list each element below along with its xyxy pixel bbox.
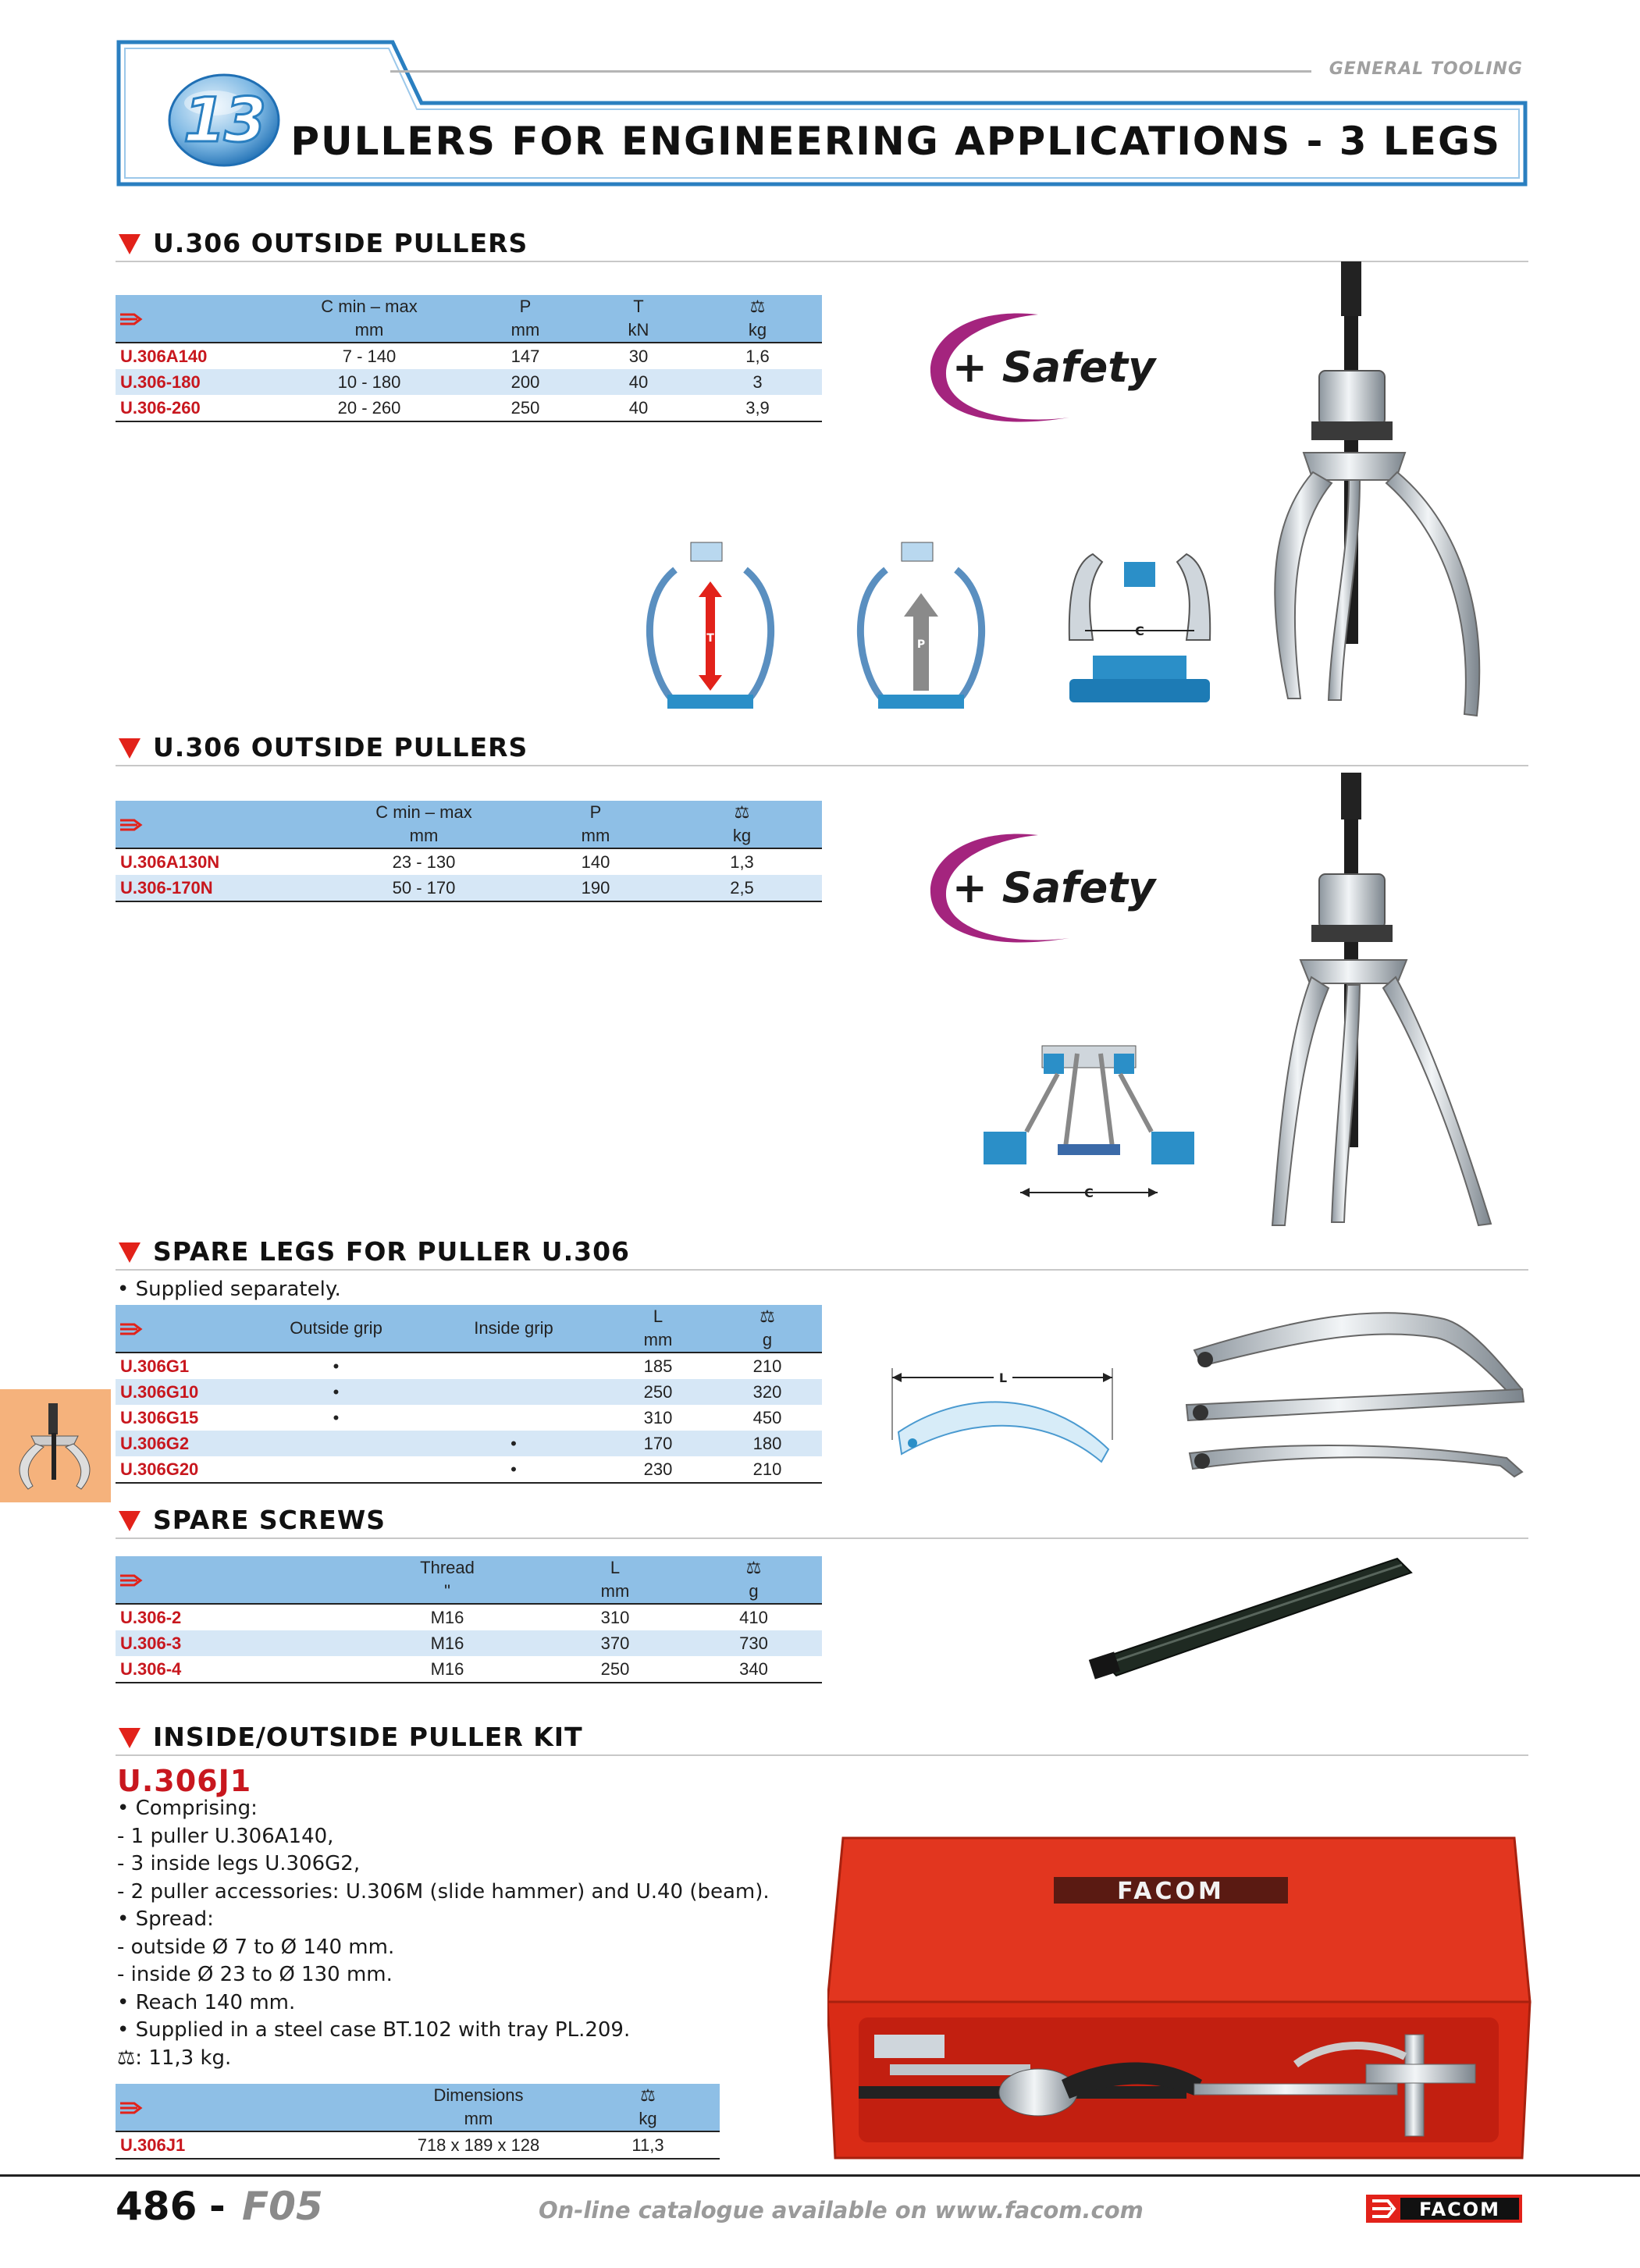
outside-pullers-table-2 xyxy=(116,801,822,902)
cell: 250 xyxy=(603,1379,713,1405)
ref-column-header xyxy=(116,1556,350,1604)
cell: • xyxy=(333,1408,340,1427)
cell: 410 xyxy=(739,1608,768,1627)
span-c-diagram xyxy=(1062,539,1218,710)
ref-column-header xyxy=(116,2084,381,2131)
cell: 210 xyxy=(713,1456,822,1483)
cell: M16 xyxy=(350,1656,545,1683)
page-title: PULLERS FOR ENGINEERING APPLICATIONS - 3 LEGS xyxy=(290,119,1501,164)
table-row[interactable] xyxy=(116,1656,822,1683)
force-t-diagram xyxy=(640,539,781,710)
cell: M16 xyxy=(430,1608,464,1627)
website-link[interactable]: On-line catalogue available on www.facom.com xyxy=(539,2197,1144,2224)
product-ref[interactable]: U.306-260 xyxy=(116,395,272,421)
cell: 310 xyxy=(600,1608,630,1627)
section-bullet-icon xyxy=(119,234,141,254)
kit-line: ⚖: 11,3 kg. xyxy=(117,2046,232,2070)
column-header: ⚖ g xyxy=(685,1556,822,1604)
cell: • xyxy=(424,1456,603,1483)
column-header: P mm xyxy=(529,801,662,848)
cell: 450 xyxy=(752,1408,782,1427)
spare-screw-photo xyxy=(1085,1549,1421,1690)
footer-rule xyxy=(0,2174,1640,2177)
reference-arrow-icon xyxy=(119,1573,144,1588)
product-ref[interactable]: U.306G10 xyxy=(116,1379,248,1405)
column-header: T kN xyxy=(584,295,693,343)
column-header: ⚖ g xyxy=(713,1305,822,1353)
header-rule xyxy=(390,70,1311,73)
section-title: U.306 OUTSIDE PULLERS xyxy=(153,732,528,763)
cell: 50 - 170 xyxy=(318,875,529,901)
section-bullet-icon xyxy=(119,1728,141,1748)
cell: 185 xyxy=(643,1356,673,1376)
kit-line: - inside Ø 23 to Ø 130 mm. xyxy=(117,1963,393,1986)
product-ref[interactable]: U.306G15 xyxy=(120,1408,199,1427)
product-ref[interactable]: U.306G1 xyxy=(120,1356,190,1376)
cell: M16 xyxy=(350,1630,545,1656)
p-label: P xyxy=(916,638,926,651)
kit-line: - 3 inside legs U.306G2, xyxy=(117,1852,361,1875)
page-number: 486 xyxy=(116,2184,197,2229)
cell: 210 xyxy=(752,1356,782,1376)
kit-description xyxy=(117,1795,770,2072)
cell: 730 xyxy=(685,1630,822,1656)
cell: 11,3 xyxy=(576,2131,720,2159)
column-header: C min – max mm xyxy=(272,295,467,343)
product-ref[interactable]: U.306G20 xyxy=(116,1456,248,1483)
column-header: ⚖ kg xyxy=(662,801,822,848)
puller-u306-photo xyxy=(1257,261,1514,730)
table-row[interactable] xyxy=(116,1431,822,1456)
catalogue-code: F05 xyxy=(242,2184,323,2229)
section-heading-spare-screws xyxy=(116,1505,1528,1539)
category-label: GENERAL TOOLING xyxy=(1329,59,1523,79)
facom-logo xyxy=(1366,2195,1522,2223)
kit-case-photo xyxy=(827,1830,1538,2166)
cell: 7 - 140 xyxy=(342,347,397,366)
cell: 320 xyxy=(713,1379,822,1405)
product-ref[interactable]: U.306-2 xyxy=(120,1608,182,1627)
column-header: L mm xyxy=(545,1556,685,1604)
cell: 20 - 260 xyxy=(272,395,467,421)
column-header: ⚖ kg xyxy=(693,295,822,343)
safety-label: + Safety xyxy=(952,862,1156,912)
side-tab[interactable] xyxy=(0,1389,111,1502)
cell: 30 xyxy=(628,347,649,366)
section-title: SPARE SCREWS xyxy=(153,1505,386,1535)
cell: 250 xyxy=(545,1656,685,1683)
table-row[interactable] xyxy=(116,343,822,369)
section-title: SPARE LEGS FOR PULLER U.306 xyxy=(153,1236,631,1267)
page-separator: - xyxy=(209,2184,226,2229)
kit-line: - 1 puller U.306A140, xyxy=(117,1824,334,1848)
cell: 250 xyxy=(467,395,584,421)
cell xyxy=(424,1379,603,1405)
safety-logo xyxy=(913,821,1171,954)
kit-code: U.306J1 xyxy=(117,1764,252,1798)
product-ref[interactable]: U.306G2 xyxy=(116,1431,248,1456)
table-row[interactable] xyxy=(116,395,822,421)
product-ref[interactable]: U.306A140 xyxy=(120,347,208,366)
product-ref[interactable]: U.306J1 xyxy=(116,2131,381,2159)
kit-line: • Comprising: xyxy=(117,1797,258,1820)
c-label: C xyxy=(1135,624,1144,638)
product-ref[interactable]: U.306-170N xyxy=(116,875,318,901)
spare-legs-photo xyxy=(1179,1288,1530,1491)
cell: 40 xyxy=(584,395,693,421)
table-row[interactable] xyxy=(116,1604,822,1630)
cell xyxy=(424,1405,603,1431)
kit-table xyxy=(116,2084,720,2160)
cell: 23 - 130 xyxy=(392,852,456,872)
cell: 3,9 xyxy=(693,395,822,421)
c-label: C xyxy=(1084,1186,1094,1200)
cell: 200 xyxy=(467,369,584,395)
column-header: C min – max mm xyxy=(318,801,529,848)
table-row[interactable] xyxy=(116,2131,720,2159)
section-bullet-icon xyxy=(119,1511,141,1531)
cell: 370 xyxy=(545,1630,685,1656)
cell: 310 xyxy=(643,1408,673,1427)
reference-arrow-icon xyxy=(119,817,144,833)
cell: 2,5 xyxy=(662,875,822,901)
reference-arrow-icon xyxy=(119,311,144,327)
safety-label: + Safety xyxy=(952,342,1156,392)
cell: 1,3 xyxy=(730,852,754,872)
table-row[interactable] xyxy=(116,1456,822,1483)
t-label: T xyxy=(706,632,714,645)
cell: 40 xyxy=(584,369,693,395)
table-row[interactable] xyxy=(116,1630,822,1656)
column-header: Inside grip xyxy=(424,1305,603,1353)
l-label: L xyxy=(998,1370,1008,1385)
kit-line: • Supplied in a steel case BT.102 with tray PL.209. xyxy=(117,2018,631,2042)
cell: 147 xyxy=(510,347,540,366)
reference-arrow-icon xyxy=(119,2100,144,2116)
cell: 340 xyxy=(685,1656,822,1683)
section-heading-outside-pullers-2 xyxy=(116,732,1528,766)
chapter-number: 13 xyxy=(183,85,265,156)
leg-length-diagram xyxy=(886,1362,1120,1479)
section-heading-kit xyxy=(116,1722,1528,1756)
safety-logo xyxy=(913,300,1171,433)
table-row[interactable] xyxy=(116,369,822,395)
cell: 1,6 xyxy=(745,347,770,366)
section-title: U.306 OUTSIDE PULLERS xyxy=(153,228,528,258)
ref-column-header xyxy=(116,801,318,848)
kit-line: • Reach 140 mm. xyxy=(117,1990,296,2014)
kit-line: - outside Ø 7 to Ø 140 mm. xyxy=(117,1935,395,1959)
cell xyxy=(248,1431,424,1456)
product-ref[interactable]: U.306-180 xyxy=(116,369,272,395)
column-header: ⚖ kg xyxy=(576,2084,720,2131)
table-row[interactable] xyxy=(116,1405,822,1431)
puller-thumbnail-icon xyxy=(0,1389,111,1502)
footer-brand-label: FACOM xyxy=(1418,2199,1501,2220)
cell: 718 x 189 x 128 xyxy=(381,2131,576,2159)
spare-legs-table xyxy=(116,1305,822,1484)
section-heading-outside-pullers-1 xyxy=(116,228,1528,262)
ref-column-header xyxy=(116,295,272,343)
cell: • xyxy=(424,1431,603,1456)
table-row[interactable] xyxy=(116,875,822,901)
cell: 180 xyxy=(713,1431,822,1456)
table-row[interactable] xyxy=(116,1353,822,1379)
column-header: Thread " xyxy=(350,1556,545,1604)
section-bullet-icon xyxy=(119,1242,141,1263)
product-ref[interactable]: U.306-3 xyxy=(116,1630,350,1656)
ref-column-header xyxy=(116,1305,248,1353)
section-title: INSIDE/OUTSIDE PULLER KIT xyxy=(153,1722,583,1752)
cell: 140 xyxy=(581,852,610,872)
column-header: L mm xyxy=(603,1305,713,1353)
cell: 190 xyxy=(529,875,662,901)
cell: 3 xyxy=(693,369,822,395)
cell xyxy=(424,1353,603,1379)
cell: 170 xyxy=(603,1431,713,1456)
column-header: Dimensions mm xyxy=(381,2084,576,2131)
reach-p-diagram xyxy=(851,539,991,710)
cell: • xyxy=(248,1379,424,1405)
cell: • xyxy=(333,1356,340,1376)
header-frame xyxy=(116,39,1528,187)
cell: 10 - 180 xyxy=(272,369,467,395)
cell xyxy=(248,1456,424,1483)
kit-line: • Spread: xyxy=(117,1907,214,1931)
case-brand-label: FACOM xyxy=(1117,1878,1225,1905)
spare-screws-table xyxy=(116,1556,822,1683)
puller-u306n-photo xyxy=(1257,773,1514,1241)
section-bullet-icon xyxy=(119,738,141,759)
outside-pullers-table-1 xyxy=(116,295,822,422)
spare-legs-note: • Supplied separately. xyxy=(117,1278,341,1301)
product-ref[interactable]: U.306A130N xyxy=(120,852,220,872)
product-ref[interactable]: U.306-4 xyxy=(116,1656,350,1683)
inside-span-c-diagram xyxy=(980,1038,1198,1206)
reference-arrow-icon xyxy=(119,1321,144,1337)
kit-line: - 2 puller accessories: U.306M (slide hammer) and U.40 (beam). xyxy=(117,1879,770,1904)
column-header: Outside grip xyxy=(248,1305,424,1353)
column-header: P mm xyxy=(467,295,584,343)
table-row[interactable] xyxy=(116,1379,822,1405)
section-heading-spare-legs xyxy=(116,1236,1528,1271)
cell: 230 xyxy=(603,1456,713,1483)
table-row[interactable] xyxy=(116,848,822,875)
